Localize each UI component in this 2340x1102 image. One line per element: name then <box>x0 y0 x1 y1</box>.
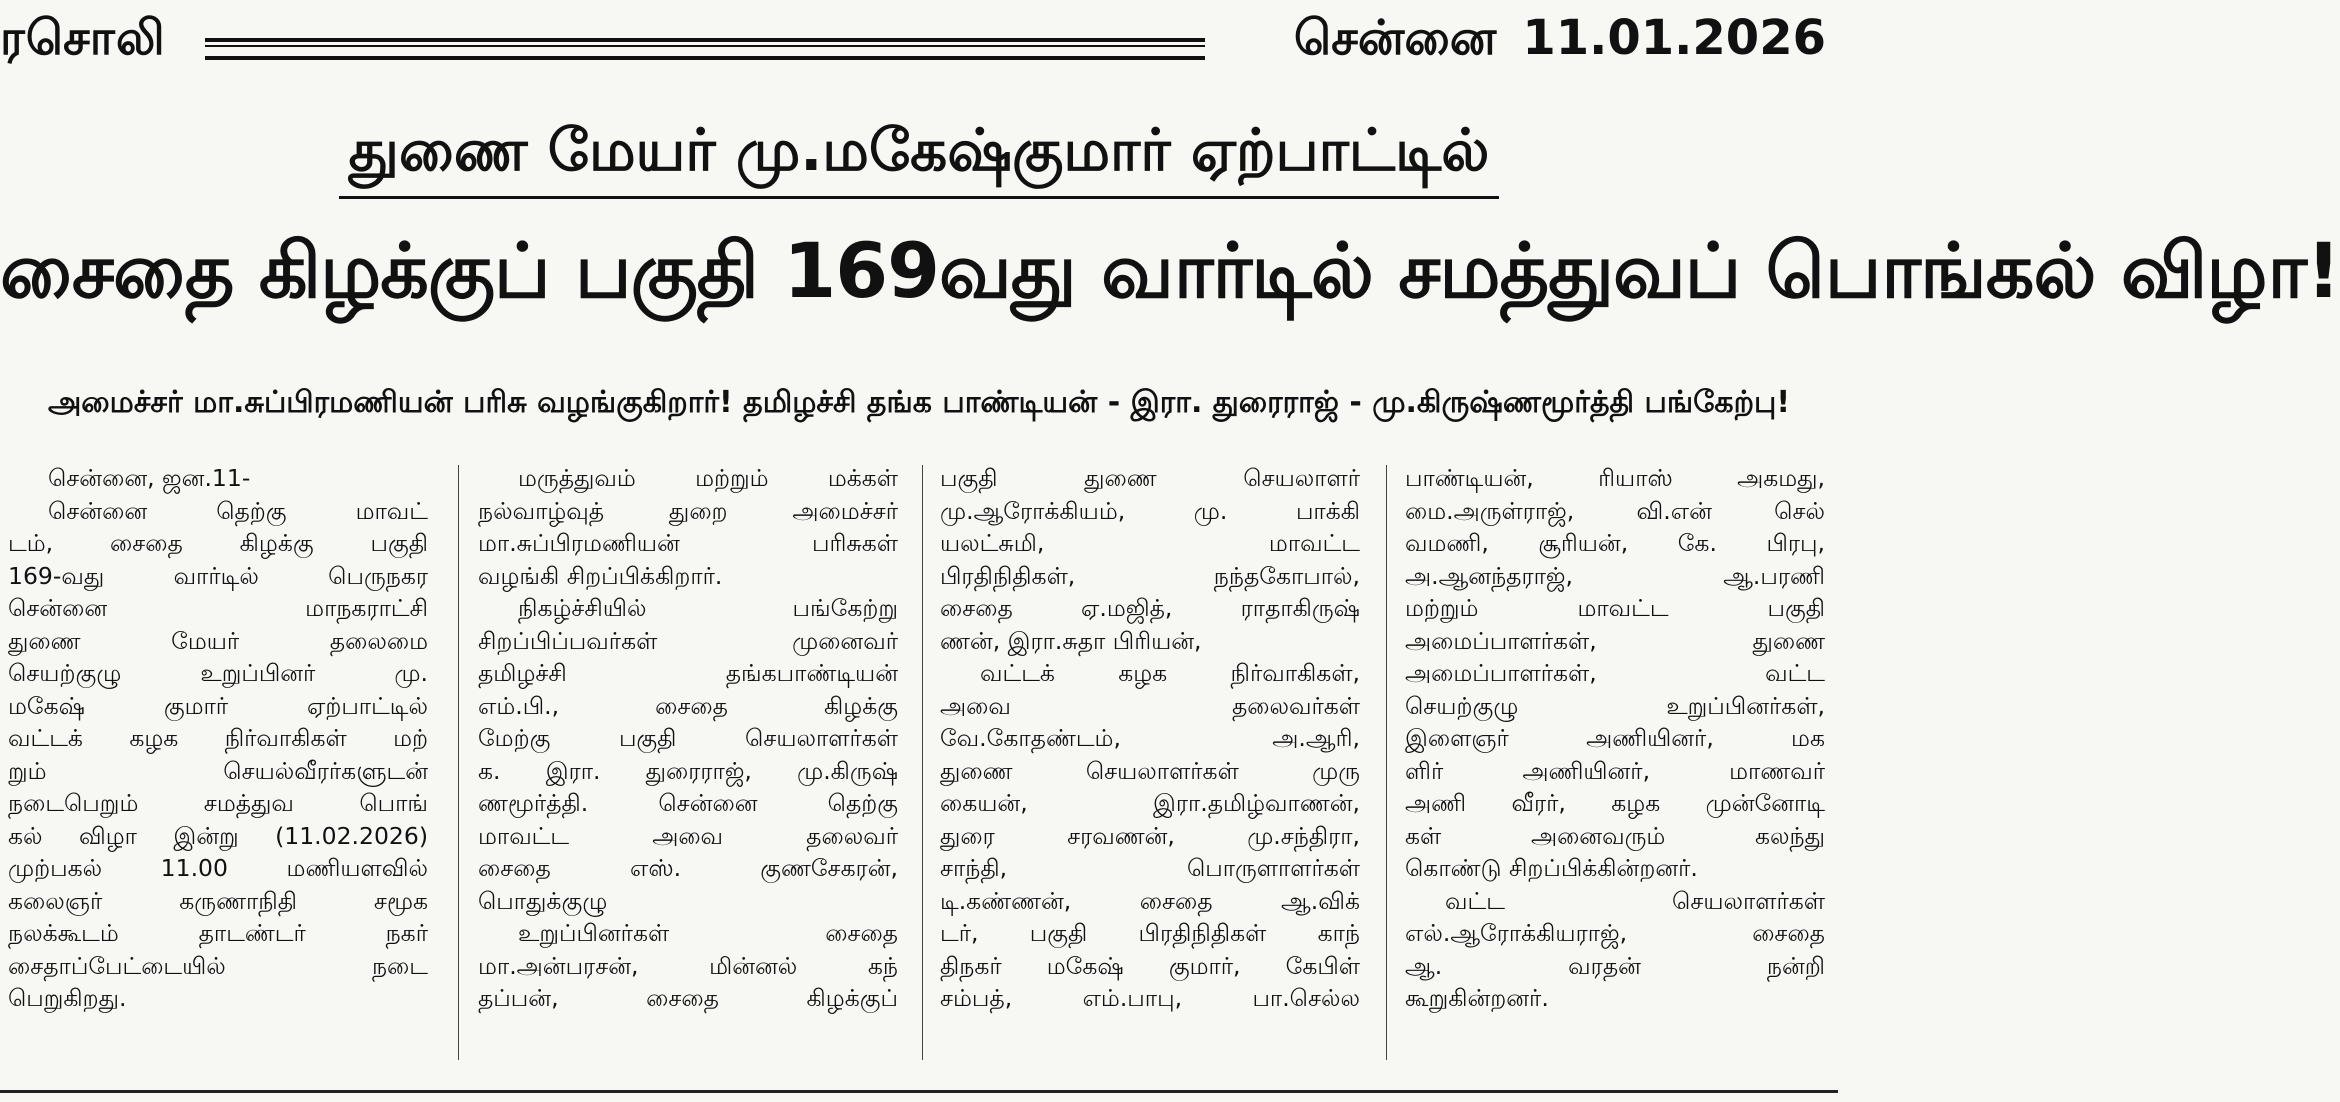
article-line: மை.அருள்ராஜ், வி.என் செல் <box>1405 496 1825 525</box>
article-line: நல்வாழ்வுத் துறை அமைச்சர் <box>478 496 898 525</box>
article-line: இளைஞர் அணியினர், மக <box>1405 724 1825 752</box>
article-line: மாவட்ட அவை தலைவர் <box>478 821 898 850</box>
article-line: அமைப்பாளர்கள், துணை <box>1405 626 1825 655</box>
article-column-4 <box>1405 462 1825 1015</box>
article-line: பிரதிநிதிகள், நந்தகோபால், <box>940 561 1360 590</box>
article-line: ணன், இரா.சுதா பிரியன், <box>940 626 1202 655</box>
article-line: வட்ட செயலாளர்கள் <box>1445 886 1825 915</box>
article-line: றும் செயல்வீரர்களுடன் <box>8 756 428 785</box>
article-line: சைதை ஏ.மஜித், ராதாகிருஷ் <box>940 594 1360 622</box>
article-line: மகேஷ் குமார் ஏற்பாட்டில் <box>8 691 428 720</box>
article-line: சைதை எஸ். குணசேகரன், <box>478 854 898 882</box>
article-line: அணி வீரர், கழக முன்னோடி <box>1405 789 1825 817</box>
article-line: பகுதி துணை செயலாளர் <box>940 464 1360 492</box>
article-line: வமணி, சூரியன், கே. பிரபு, <box>1405 529 1825 557</box>
article-line: துரை சரவணன், மு.சந்திரா, <box>940 821 1360 850</box>
article-line: வட்டக் கழக நிர்வாகிகள், <box>980 659 1360 687</box>
article-line: தமிழச்சி தங்கபாண்டியன் <box>478 659 898 687</box>
main-headline: சைதை கிழக்குப் பகுதி 169வது வார்டில் சமத்துவப் பொங்கல் விழா! <box>0 226 2340 315</box>
article-line: துணை செயலாளர்கள் முரு <box>940 756 1360 785</box>
article-line: பெறுகிறது. <box>8 984 127 1012</box>
article-line: செயற்குழு உறுப்பினர்கள், <box>1405 691 1825 720</box>
article-line: தப்பன், சைதை கிழக்குப் <box>478 984 898 1012</box>
article-line: டர், பகுதி பிரதிநிதிகள் காந் <box>940 919 1360 947</box>
bottom-rule <box>0 1090 1838 1093</box>
article-line: வழங்கி சிறப்பிக்கிறார். <box>478 561 723 590</box>
article-line: முற்பகல் 11.00 மணியளவில் <box>8 854 428 882</box>
article-line: ஆ. வரதன் நன்றி <box>1405 951 1825 980</box>
article-line: எம்.பி., சைதை கிழக்கு <box>478 691 898 720</box>
newspaper-name: ரசொலி <box>0 10 166 66</box>
article-line: வே.கோதண்டம், அ.ஆரி, <box>940 724 1360 752</box>
article-line: பொதுக்குழு <box>478 886 608 915</box>
dateline-city: சென்னை <box>1293 10 1497 66</box>
article-line: கையன், இரா.தமிழ்வாணன், <box>940 789 1360 817</box>
masthead-rule <box>205 38 1205 60</box>
article-line: நிகழ்ச்சியில் பங்கேற்று <box>518 594 898 622</box>
article-line: கூறுகின்றனர். <box>1405 984 1549 1012</box>
article-line: எல்.ஆரோக்கியராஜ், சைதை <box>1405 919 1825 947</box>
article-body <box>0 462 1838 1072</box>
article-line: க. இரா. துரைராஜ், மு.கிருஷ் <box>478 756 898 785</box>
article-line: நடைபெறும் சமத்துவ பொங் <box>8 789 428 817</box>
article-line: கல் விழா இன்று (11.02.2026) <box>8 821 428 850</box>
article-line: சென்னை தெற்கு மாவட் <box>48 496 428 525</box>
article-line: துணை மேயர் தலைமை <box>8 626 428 655</box>
article-line: சைதாப்பேட்டையில் நடை <box>8 951 428 980</box>
article-line: திநகர் மகேஷ் குமார், கேபிள் <box>940 951 1360 980</box>
article-column-2 <box>478 462 898 1015</box>
article-line: மு.ஆரோக்கியம், மு. பாக்கி <box>940 496 1360 525</box>
article-line: செயற்குழு உறுப்பினர் மு. <box>8 659 428 687</box>
kicker-headline-wrap <box>0 116 1838 199</box>
article-line: ளிர் அணியினர், மாணவர் <box>1405 756 1825 785</box>
article-line: மற்றும் மாவட்ட பகுதி <box>1405 594 1825 622</box>
article-line: சிறப்பிப்பவர்கள் முனைவர் <box>478 626 898 655</box>
article-line: அ.ஆனந்தராஜ், ஆ.பரணி <box>1405 561 1825 590</box>
article-line: அமைப்பாளர்கள், வட்ட <box>1405 659 1825 687</box>
article-line: சம்பத், எம்.பாபு, பா.செல்ல <box>940 984 1360 1012</box>
subheadline: அமைச்சர் மா.சுப்பிரமணியன் பரிசு வழங்குகிறார்! தமிழச்சி தங்க பாண்டியன் - இரா. துரைராஜ் - மு.கிருஷ்ணமூர்த்தி பங்கேற்பு! <box>47 385 1791 420</box>
article-line: கலைஞர் கருணாநிதி சமூக <box>8 886 428 915</box>
article-line: மா.சுப்பிரமணியன் பரிசுகள் <box>478 529 898 557</box>
article-line: மா.அன்பரசன், மின்னல் கந் <box>478 951 898 980</box>
article-line: நலக்கூடம் தாடண்டர் நகர் <box>8 919 428 947</box>
article-line: பாண்டியன், ரியாஸ் அகமது, <box>1405 464 1825 492</box>
article-line: டி.கண்ணன், சைதை ஆ.விக் <box>940 886 1360 915</box>
article-line: சென்னை மாநகராட்சி <box>8 594 428 622</box>
article-column-1 <box>8 462 428 1015</box>
article-line: டம், சைதை கிழக்கு பகுதி <box>8 529 428 557</box>
article-line: வட்டக் கழக நிர்வாகிகள் மற் <box>8 724 428 752</box>
article-line: மேற்கு பகுதி செயலாளர்கள் <box>478 724 898 752</box>
article-line: கள் அனைவரும் கலந்து <box>1405 821 1825 850</box>
dateline-date: 11.01.2026 <box>1522 10 1826 66</box>
dateline <box>1294 10 1826 72</box>
article-line: உறுப்பினர்கள் சைதை <box>518 919 898 947</box>
article-line: சென்னை, ஜன.11- <box>48 464 251 492</box>
article-column-3 <box>940 462 1360 1015</box>
article-line: அவை தலைவர்கள் <box>940 691 1360 720</box>
article-line: ணமூர்த்தி. சென்னை தெற்கு <box>478 789 898 817</box>
article-line: யலட்சுமி, மாவட்ட <box>940 529 1360 557</box>
masthead <box>0 8 1838 88</box>
article-line: 169-வது வார்டில் பெருநகர <box>8 561 428 590</box>
article-line: கொண்டு சிறப்பிக்கின்றனர். <box>1405 854 1698 882</box>
article-line: சாந்தி, பொருளாளர்கள் <box>940 854 1360 882</box>
kicker-headline: துணை மேயர் மு.மகேஷ்குமார் ஏற்பாட்டில் <box>339 116 1500 199</box>
article-line: மருத்துவம் மற்றும் மக்கள் <box>518 464 898 492</box>
